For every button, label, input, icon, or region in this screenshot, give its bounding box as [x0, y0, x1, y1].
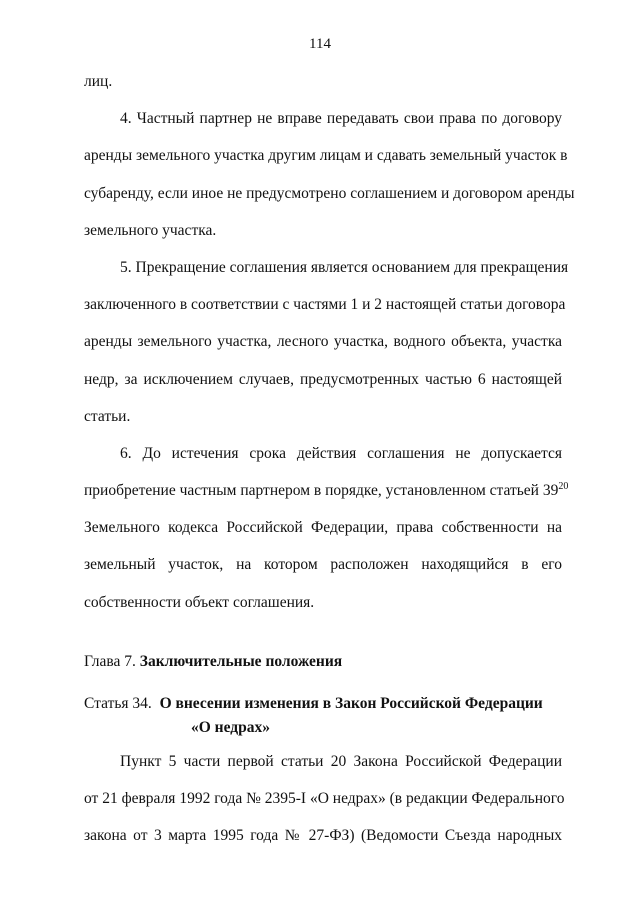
superscript: 20: [558, 480, 569, 492]
article-paragraph-line: от 21 февраля 1992 года № 2395-I «О недрах» (в редакции Федерального: [84, 790, 565, 807]
chapter-prefix: Глава 7.: [84, 652, 140, 670]
paragraph-4-line: субаренду, если иное не предусмотрено соглашением и договором аренды: [84, 184, 575, 202]
chapter-heading: [84, 652, 562, 680]
article-prefix: Статья 34.: [84, 694, 152, 712]
paragraph-5-line: аренды земельного участка, лесного участка, водного объекта, участка: [84, 333, 562, 351]
body-text: [84, 72, 575, 863]
page-number: 114: [309, 36, 331, 52]
paragraph-4-line: 4. Частный партнер не вправе передавать свои права по договору: [120, 110, 562, 128]
paragraph-6-line: 6. До истечения срока действия соглашения не допускается: [120, 444, 562, 462]
paragraph-6-line: земельный участок, на котором расположен находящийся в его: [84, 556, 562, 574]
paragraph-6-line: Земельного кодекса Российской Федерации, права собственности на: [84, 519, 562, 537]
paragraph-4-line: земельного участка.: [84, 221, 217, 239]
paragraph-6-line: собственности объект соглашения.: [84, 593, 315, 611]
paragraph-6-text: приобретение частным партнером в порядке, установленном статьей 39: [84, 482, 559, 500]
paragraph-5-line: заключенного в соответствии с частями 1 и 2 настоящей статьи договора: [84, 296, 566, 314]
article-title-cont: «О недрах»: [191, 718, 270, 736]
article-heading: [84, 694, 562, 718]
paragraph-5-line: недр, за исключением случаев, предусмотренных частью 6 настоящей: [84, 370, 562, 388]
paragraph-5-line: 5. Прекращение соглашения является основанием для прекращения: [120, 258, 569, 276]
article-paragraph-line: закона от 3 марта 1995 года № 27-ФЗ) (Ведомости Съезда народных: [84, 827, 562, 845]
paragraph-6-line: [84, 480, 569, 518]
article-paragraph-line: Пункт 5 части первой статьи 20 Закона Российской Федерации: [120, 752, 562, 770]
chapter-title: Заключительные положения: [139, 652, 343, 670]
article-title: О внесении изменения в Закон Российской Федерации: [159, 694, 543, 712]
paragraph-4-line: аренды земельного участка другим лицам и сдавать земельный участок в: [84, 147, 568, 165]
paragraph-5-line: статьи.: [84, 407, 131, 425]
text-line: лиц.: [84, 73, 113, 90]
